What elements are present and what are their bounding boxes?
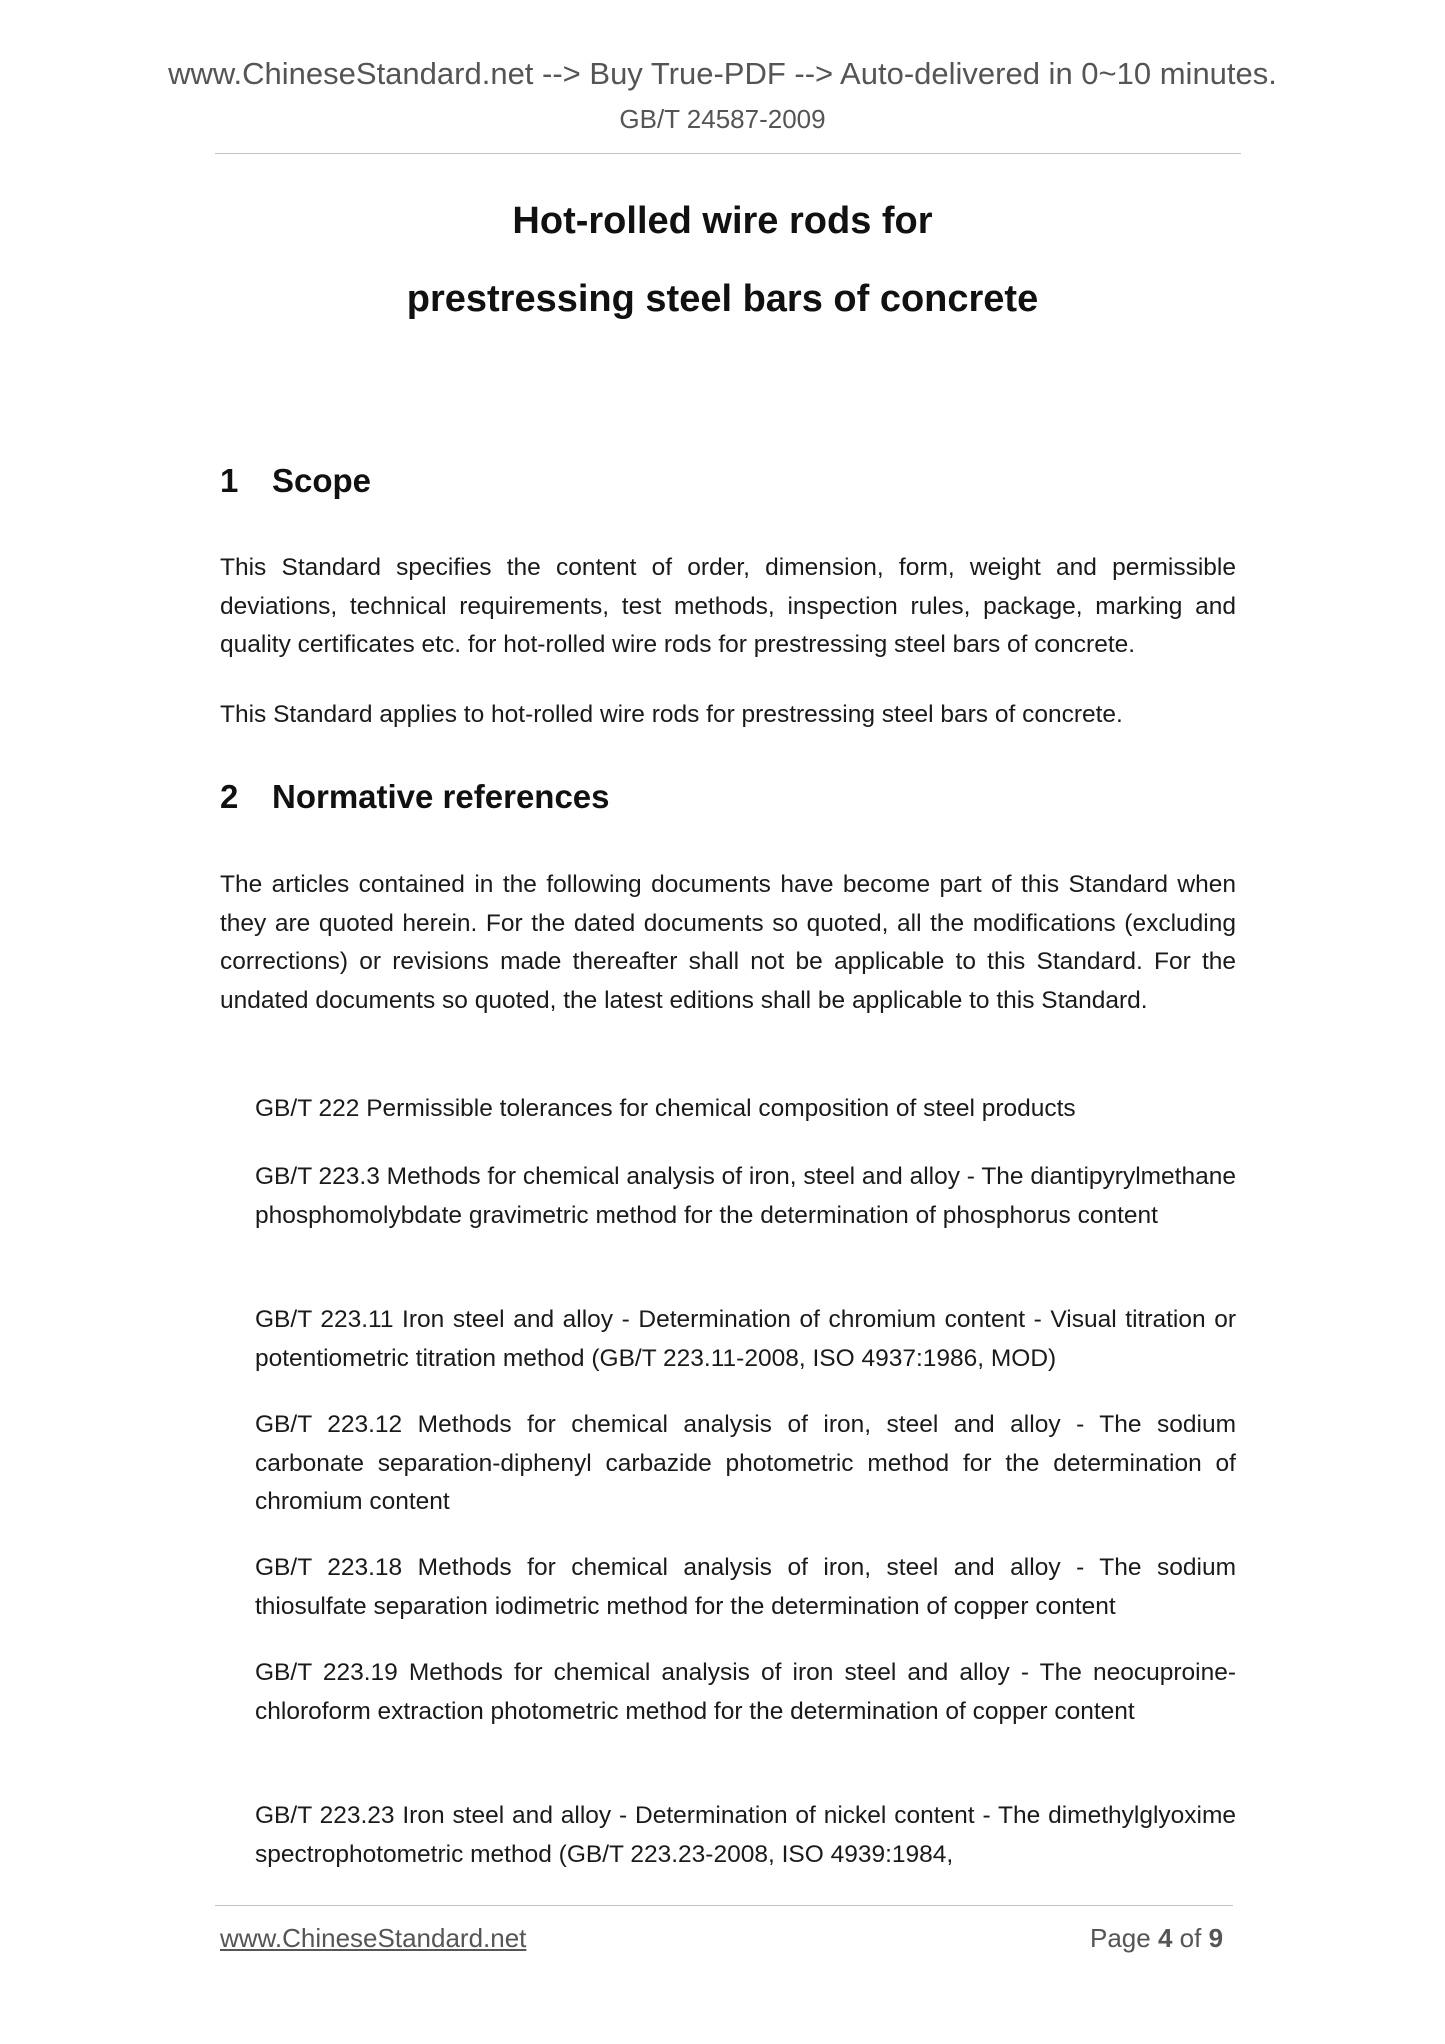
reference-item: GB/T 223.3 Methods for chemical analysis of iron, steel and alloy - The diantipyrylmethane phosphomolybdate gravimetric method for the determination of phosphorus content [255,1163,1236,1229]
header-standard-code: GB/T 24587-2009 [619,104,826,134]
footer-divider [215,1905,1233,1906]
document-title-line-1: Hot-rolled wire rods for [512,200,933,242]
reference-item: GB/T 223.12 Methods for chemical analysis of iron, steel and alloy - The sodium carbonate separation-diphenyl carbazide photometric method for the determination of chromium content [255,1411,1236,1515]
section-title: Normative references [272,778,610,815]
section-number: 1 [220,462,239,499]
reference-item: GB/T 223.19 Methods for chemical analysis of iron steel and alloy - The neocuproine-chloroform extraction photometric method for the determination of copper content [255,1659,1236,1725]
total-pages: 9 [1208,1923,1224,1953]
page-of-label: of [1179,1923,1202,1953]
reference-item: GB/T 223.11 Iron steel and alloy - Determination of chromium content - Visual titration or potentiometric titration method (GB/T 223.11-2008, ISO 4937:1986, MOD) [255,1306,1236,1372]
footer-website-link[interactable]: www.ChineseStandard.net [220,1923,527,1953]
section-title: Scope [272,462,372,499]
scope-paragraph-2: This Standard applies to hot-rolled wire rods for prestressing steel bars of concrete. [220,701,1123,728]
current-page: 4 [1157,1923,1173,1953]
reference-item: GB/T 223.23 Iron steel and alloy - Determination of nickel content - The dimethylglyoxime spectrophotometric method (GB/T 223.23-2008, ISO 4939:1984, [255,1802,1236,1868]
reference-item: GB/T 222 Permissible tolerances for chemical composition of steel products [255,1095,1076,1122]
page-label: Page [1090,1923,1151,1953]
reference-item: GB/T 223.18 Methods for chemical analysis of iron, steel and alloy - The sodium thiosulfate separation iodimetric method for the determination of copper content [255,1554,1236,1620]
header-banner: www.ChineseStandard.net --> Buy True-PDF --> Auto-delivered in 0~10 minutes. [168,56,1277,91]
section-number: 2 [220,778,239,815]
section-heading-scope [220,462,371,500]
normative-references-paragraph: The articles contained in the following documents have become part of this Standard when they are quoted herein. For the dated documents so quoted, all the modifications (excluding corrections) or revisions made thereafter shall not be applicable to this Standard. For the undated documents so quoted, the latest editions shall be applicable to this Standard. [220,871,1236,1014]
scope-paragraph-1: This Standard specifies the content of order, dimension, form, weight and permissible deviations, technical requirements, test methods, inspection rules, package, marking and quality certificates etc. for hot-rolled wire rods for prestressing steel bars of concrete. [220,554,1236,658]
section-heading-normative-references [220,778,610,816]
header-divider [215,153,1241,154]
page-number [1090,1923,1223,1954]
document-title-line-2: prestressing steel bars of concrete [406,278,1039,320]
